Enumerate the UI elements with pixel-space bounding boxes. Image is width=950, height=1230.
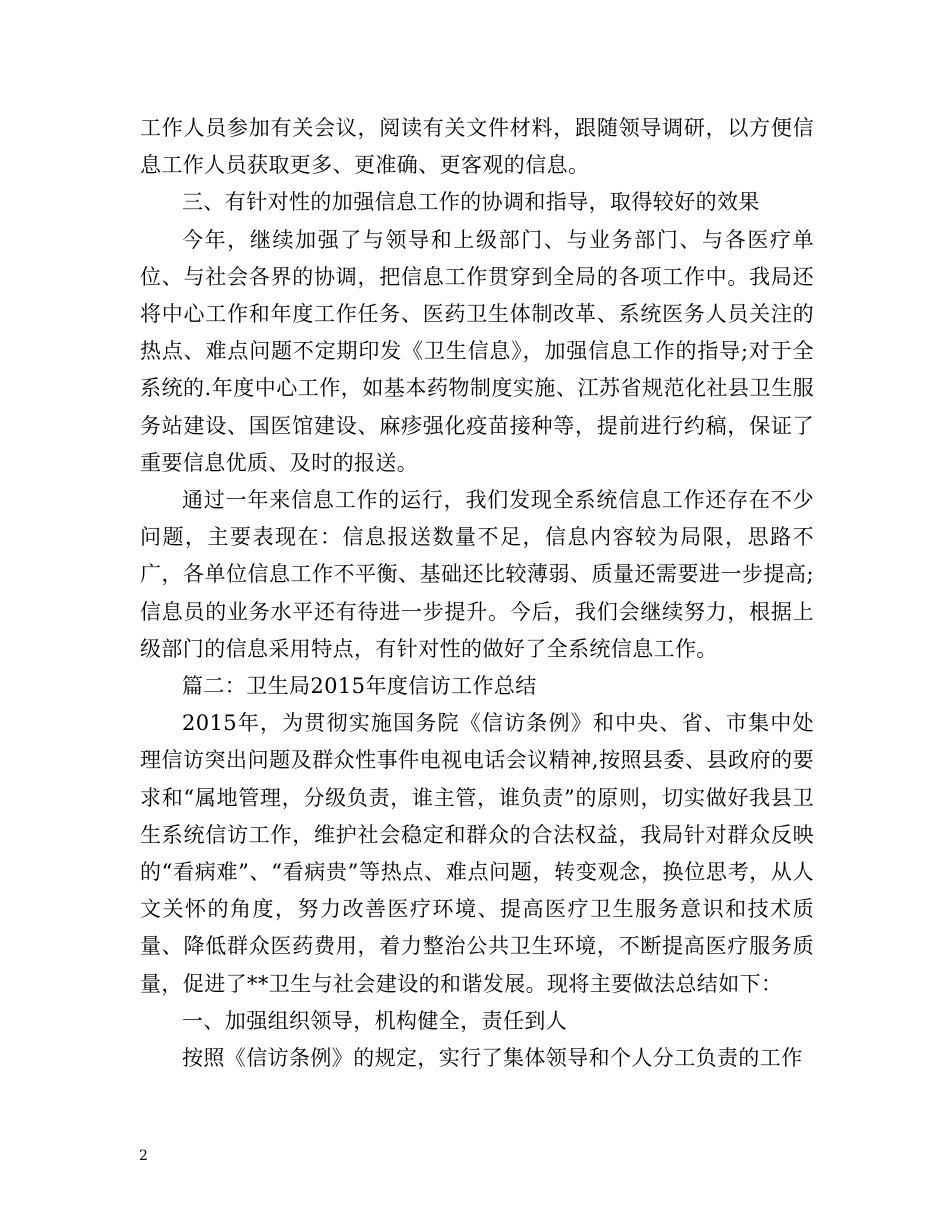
document-body (140, 110, 814, 1077)
paragraph: 三、有针对性的加强信息工作的协调和指导，取得较好的效果 (182, 190, 760, 215)
paragraph: 一、加强组织领导，机构健全，责任到人 (182, 1008, 568, 1033)
paragraph: 通过一年来信息工作的运行，我们发现全系统信息工作还存在不少问题，主要表现在：信息报送数量不足，信息内容较为局限，思路不广，各单位信息工作不平衡、基础还比较薄弱、质量还需要进一步提高;信息员的业务水平还有待进一步提升。今后，我们会继续努力，根据上级部门的信息采用特点，有针对性的做好了全系统信息工作。 (140, 488, 814, 661)
paragraph: 工作人员参加有关会议，阅读有关文件材料，跟随领导调研，以方便信息工作人员获取更多、更准确、更客观的信息。 (140, 116, 814, 178)
paragraph: 2015年，为贯彻实施国务院《信访条例》和中央、省、市集中处理信访突出问题及群众性事件电视电话会议精神,按照县委、县政府的要求和“属地管理，分级负责，谁主管，谁负责”的原则，切实做好我县卫生系统信访工作，维护社会稳定和群众的合法权益，我局针对群众反映的“看病难”、“看病贵”等热点、难点问题，转变观念，换位思考，从人文关怀的角度，努力改善医疗环境、提高医疗卫生服务意识和技术质量、降低群众医药费用，着力整治公共卫生环境，不断提高医疗服务质量，促进了**卫生与社会建设的和谐发展。现将主要做法总结如下： (140, 711, 814, 996)
paragraph: 今年，继续加强了与领导和上级部门、与业务部门、与各医疗单位、与社会各界的协调，把信息工作贯穿到全局的各项工作中。我局还将中心工作和年度工作任务、医药卫生体制改革、系统医务人员关注的热点、难点问题不定期印发《卫生信息》，加强信息工作的指导;对于全系统的.年度中心工作，如基本药物制度实施、江苏省规范化社县卫生服务站建设、国医馆建设、麻疹强化疫苗接种等，提前进行约稿，保证了重要信息优质、及时的报送。 (140, 227, 814, 475)
paragraph: 按照《信访条例》的规定，实行了集体领导和个人分工负责的工作 (182, 1046, 803, 1071)
page-number: 2 (139, 1148, 148, 1164)
paragraph: 篇二：卫生局2015年度信访工作总结 (182, 674, 537, 699)
